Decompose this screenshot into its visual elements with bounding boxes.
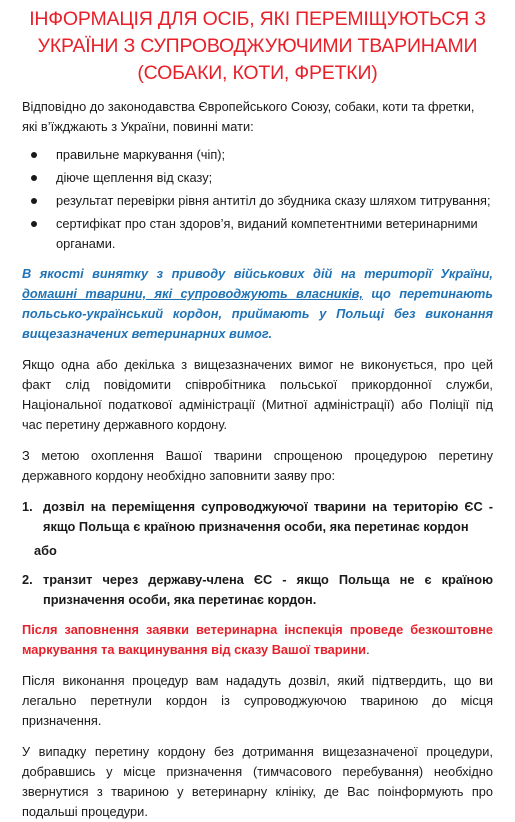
requirement-text: діюче щеплення від сказу; [56,170,213,185]
list-item [22,145,493,165]
page-title [22,6,493,87]
option-text: транзит через державу-члена ЄС - якщо Польща не є країною призначення особи, яка перетинає кордон. [43,572,493,607]
list-item [22,168,493,188]
list-item [22,191,493,211]
exception-underlined: домашні тварини, які супроводжують власників, [22,286,363,301]
requirement-text: правильне маркування (чіп); [56,147,226,162]
bullet-icon [31,175,37,181]
option-number: 2. [22,572,33,587]
application-options [22,497,493,537]
bullet-icon [31,152,37,158]
purpose-paragraph: З метою охоплення Вашої тварини спрощеною процедурою перетину державного кордону необхідно заповнити заяву про: [22,448,493,483]
requirements-list [22,145,493,254]
option-number: 1. [22,499,33,514]
requirement-text: сертифікат про стан здоров’я, виданий компетентними ветеринарними органами. [56,216,478,251]
exception-text-end: що перетинають польсько-український кордон, приймають у Польщі без виконання вищезазначених ветеринарних вимог. [22,286,493,341]
exception-text-start: В якості винятку з приводу військових дій на території України, [22,266,493,281]
or-separator: або [34,543,57,558]
red-notice-period: . [366,642,370,657]
option-text: дозвіл на переміщення супроводжуючої тварини на територію ЄС - якщо Польща є країною призначення особи, яка перетинає кордон [43,499,493,534]
intro-paragraph: Відповідно до законодавства Європейського Союзу, собаки, коти та фретки, які в’їжджають з України, повинні мати: [22,99,475,134]
title-line-3: (СОБАКИ, КОТИ, ФРЕТКИ) [137,62,378,84]
exception-paragraph [22,264,493,344]
title-line-2: УКРАЇНИ З СУПРОВОДЖУЮЧИМИ ТВАРИНАМИ [37,35,478,57]
red-notice-text: Після заповнення заявки ветеринарна інспекція проведе безкоштовне маркування та вакцинування від сказу Вашої тварини [22,622,493,657]
no-procedure-paragraph: У випадку перетину кордону без дотримання вищезазначеної процедури, добравшись у місце призначення (тимчасового перебування) необхідно звернутися з твариною у ветеринарну клініку, де Вас поінформують про подальші процедури. [22,744,493,819]
list-item [22,570,493,610]
application-options-2 [22,570,493,610]
notice-paragraph: Якщо одна або декілька з вищезазначених вимог не виконується, про цей факт слід повідомити співробітника польської прикордонної служби, Національної податкової адміністрації (Митної адміністрації) або Поліції під час перетину державного кордону. [22,357,493,432]
after-procedure-paragraph: Після виконання процедур вам нададуть дозвіл, який підтвердить, що ви легально перетнули кордон із супроводжуючою твариною до місця призначення. [22,673,493,728]
title-line-1: ІНФОРМАЦІЯ ДЛЯ ОСІБ, ЯКІ ПЕРЕМІЩУЮТЬСЯ З [29,8,486,30]
bullet-icon [31,198,37,204]
bullet-icon [31,221,37,227]
list-item [22,214,493,254]
red-notice-paragraph [22,620,493,660]
list-item [22,497,493,537]
requirement-text: результат перевірки рівня антитіл до збудника сказу шляхом титрування; [56,193,491,208]
